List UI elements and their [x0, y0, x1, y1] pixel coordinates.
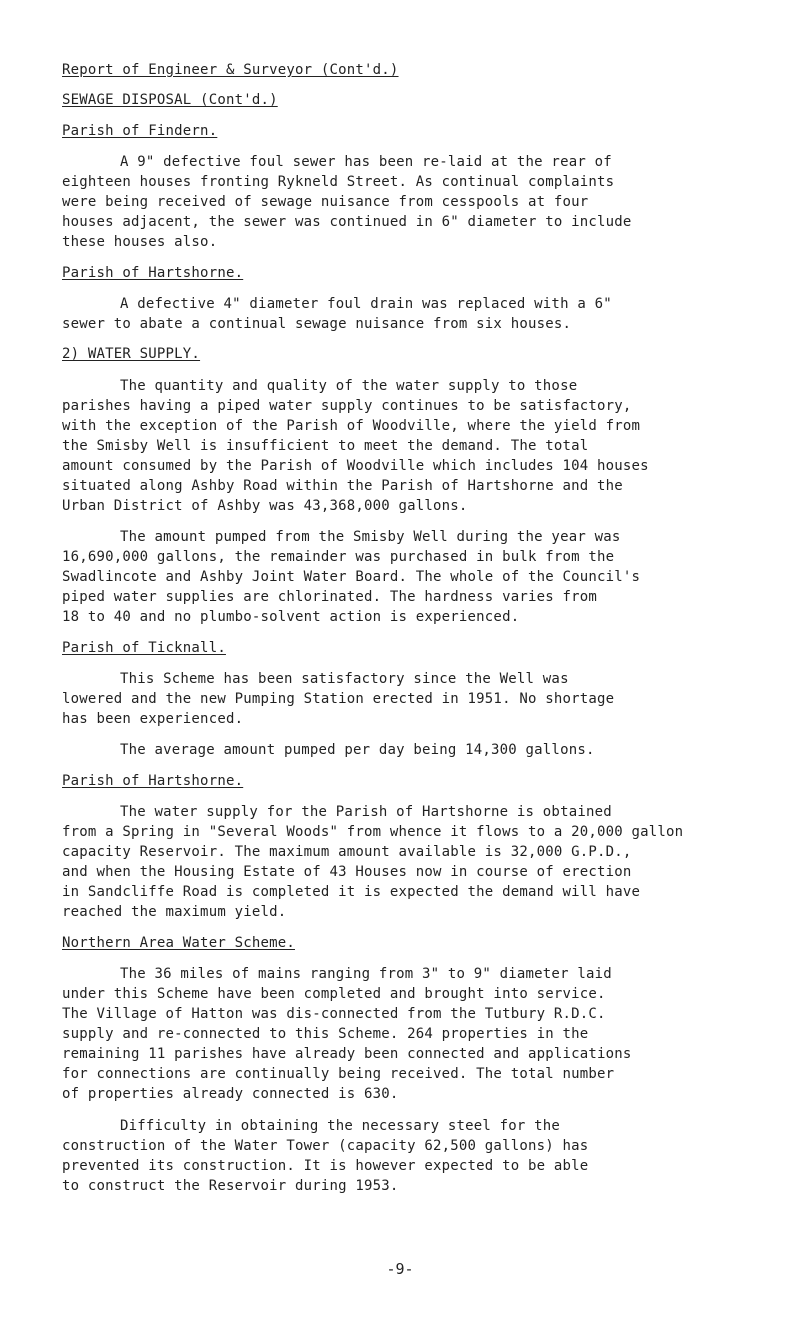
heading-northern-area: Northern Area Water Scheme. — [62, 935, 295, 951]
hartshorne-water-line: reached the maximum yield. — [62, 904, 287, 920]
hartshorne-water-line: The water supply for the Parish of Hartshorne is obtained — [120, 804, 612, 820]
northern-line: supply and re-connected to this Scheme. 264 properties in the — [62, 1026, 589, 1042]
report-title: Report of Engineer & Surveyor (Cont'd.) — [62, 62, 399, 78]
hartshorne-water-line: and when the Housing Estate of 43 Houses now in course of erection — [62, 864, 632, 880]
water-supply-line: Swadlincote and Ashby Joint Water Board. The whole of the Council's — [62, 569, 641, 585]
findern-line: houses adjacent, the sewer was continued in 6" diameter to include — [62, 214, 632, 230]
heading-hartshorne-water: Parish of Hartshorne. — [62, 773, 244, 789]
water-supply-line: the Smisby Well is insufficient to meet the demand. The total — [62, 438, 589, 454]
northern-line: to construct the Reservoir during 1953. — [62, 1178, 399, 1194]
northern-line: of properties already connected is 630. — [62, 1086, 399, 1102]
hartshorne-water-line: from a Spring in "Several Woods" from whence it flows to a 20,000 gallon — [62, 824, 684, 840]
heading-ticknall: Parish of Ticknall. — [62, 640, 226, 656]
northern-line: The 36 miles of mains ranging from 3" to 9" diameter laid — [120, 966, 612, 982]
heading-hartshorne-sewer: Parish of Hartshorne. — [62, 265, 244, 281]
section-title: SEWAGE DISPOSAL (Cont'd.) — [62, 92, 278, 108]
water-supply-line: The quantity and quality of the water supply to those — [120, 378, 578, 394]
northern-line: construction of the Water Tower (capacity 62,500 gallons) has — [62, 1138, 589, 1154]
northern-line: for connections are continually being received. The total number — [62, 1066, 615, 1082]
northern-line: under this Scheme have been completed and brought into service. — [62, 986, 606, 1002]
ticknall-line: The average amount pumped per day being 14,300 gallons. — [120, 742, 595, 758]
water-supply-line: with the exception of the Parish of Woodville, where the yield from — [62, 418, 641, 434]
water-supply-line: 18 to 40 and no plumbo-solvent action is experienced. — [62, 609, 520, 625]
ticknall-line: This Scheme has been satisfactory since the Well was — [120, 671, 569, 687]
water-supply-line: 16,690,000 gallons, the remainder was purchased in bulk from the — [62, 549, 615, 565]
water-supply-line: amount consumed by the Parish of Woodville which includes 104 houses — [62, 458, 649, 474]
hartshorne-water-line: in Sandcliffe Road is completed it is expected the demand will have — [62, 884, 641, 900]
findern-line: were being received of sewage nuisance from cesspools at four — [62, 194, 589, 210]
findern-line: eighteen houses fronting Rykneld Street. As continual complaints — [62, 174, 615, 190]
water-supply-line: parishes having a piped water supply continues to be satisfactory, — [62, 398, 632, 414]
findern-line: A 9" defective foul sewer has been re-laid at the rear of — [120, 154, 612, 170]
water-supply-line: The amount pumped from the Smisby Well during the year was — [120, 529, 621, 545]
hartshorne-sewer-line: sewer to abate a continual sewage nuisance from six houses. — [62, 316, 572, 332]
hartshorne-water-line: capacity Reservoir. The maximum amount available is 32,000 G.P.D., — [62, 844, 632, 860]
water-supply-line: piped water supplies are chlorinated. The hardness varies from — [62, 589, 597, 605]
ticknall-line: lowered and the new Pumping Station erected in 1951. No shortage — [62, 691, 615, 707]
northern-line: Difficulty in obtaining the necessary steel for the — [120, 1118, 561, 1134]
findern-line: these houses also. — [62, 234, 218, 250]
northern-line: prevented its construction. It is however expected to be able — [62, 1158, 589, 1174]
heading-water-supply: 2) WATER SUPPLY. — [62, 346, 201, 362]
northern-line: remaining 11 parishes have already been connected and applications — [62, 1046, 632, 1062]
page-number: -9- — [386, 1260, 414, 1278]
ticknall-line: has been experienced. — [62, 711, 244, 727]
northern-line: The Village of Hatton was dis-connected from the Tutbury R.D.C. — [62, 1006, 606, 1022]
hartshorne-sewer-line: A defective 4" diameter foul drain was replaced with a 6" — [120, 296, 612, 312]
water-supply-line: situated along Ashby Road within the Parish of Hartshorne and the — [62, 478, 623, 494]
water-supply-line: Urban District of Ashby was 43,368,000 gallons. — [62, 498, 468, 514]
heading-findern: Parish of Findern. — [62, 123, 218, 139]
